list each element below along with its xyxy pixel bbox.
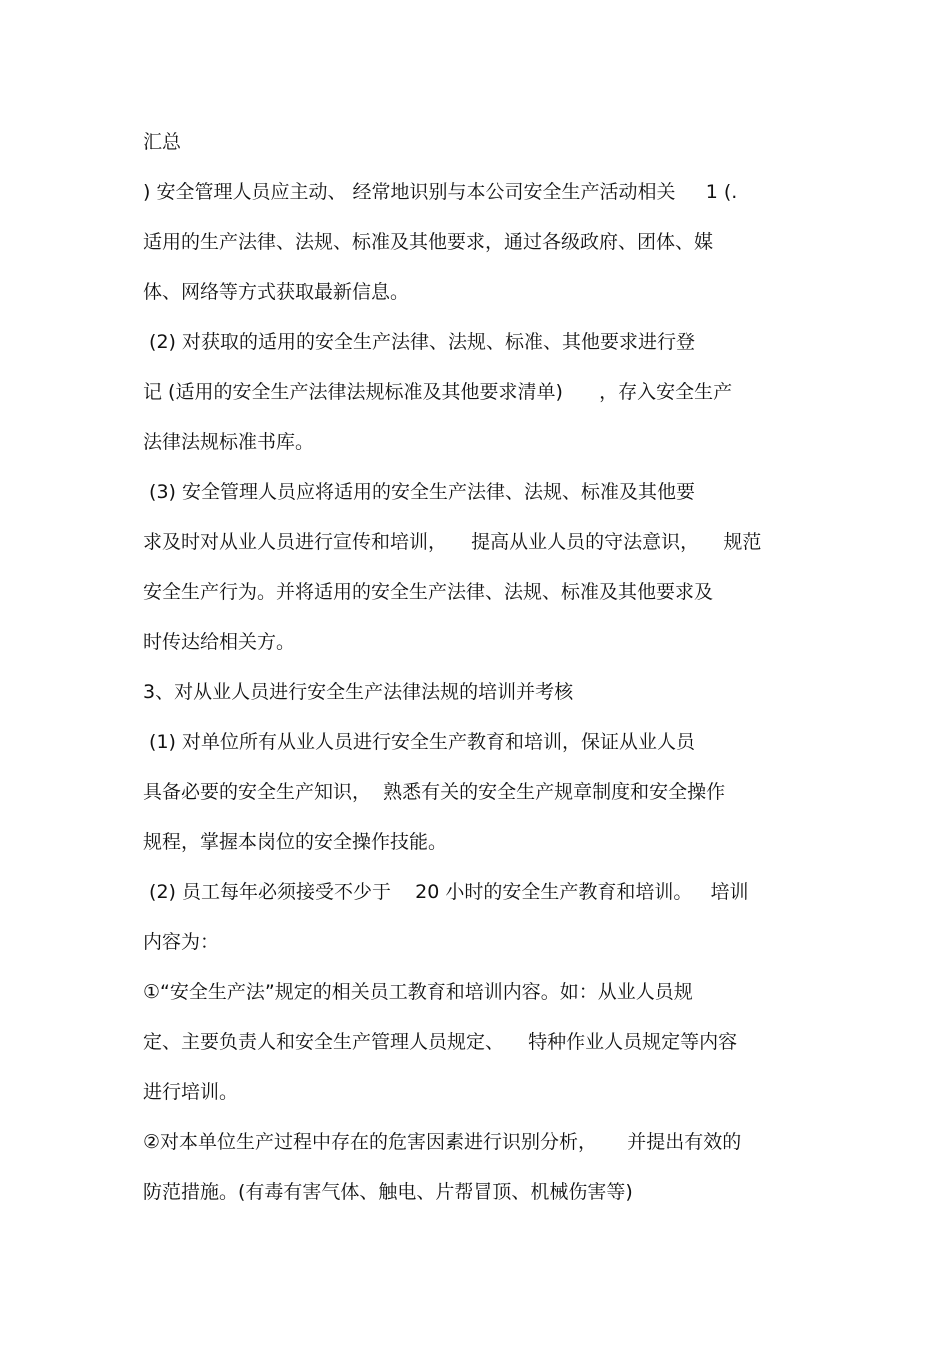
text-line-21: ②对本单位生产过程中存在的危害因素进行识别分析， 并提出有效的 — [143, 1131, 742, 1153]
text-line-4: 体、网络等方式获取最新信息。 — [143, 281, 410, 303]
text-line-18: ①“安全生产法”规定的相关员工教育和培训内容。如：从业人员规 — [143, 981, 693, 1003]
section-heading: 3、对从业人员进行安全生产法律法规的培训并考核 — [143, 681, 574, 703]
text-line-16: (2) 员工每年必须接受不少于 20 小时的安全生产教育和培训。 培训 — [143, 881, 749, 903]
text-line-3: 适用的生产法律、法规、标准及其他要求，通过各级政府、团体、媒 — [143, 231, 714, 253]
text-line-8: (3) 安全管理人员应将适用的安全生产法律、法规、标准及其他要 — [143, 481, 695, 503]
text-line-7: 法律法规标准书库。 — [143, 431, 315, 453]
text-line-19: 定、主要负责人和安全生产管理人员规定、 特种作业人员规定等内容 — [143, 1031, 738, 1053]
text-line-1: 汇总 — [143, 131, 182, 153]
text-line-14: 具备必要的安全生产知识， 熟悉有关的安全生产规章制度和安全操作 — [143, 781, 726, 803]
text-line-11: 时传达给相关方。 — [143, 631, 296, 653]
text-line-9: 求及时对从业人员进行宣传和培训， 提高从业人员的守法意识， 规范 — [143, 531, 762, 553]
text-line-15: 规程，掌握本岗位的安全操作技能。 — [143, 831, 448, 853]
text-line-2: ) 安全管理人员应主动、 经常地识别与本公司安全生产活动相关 1 (. — [143, 181, 738, 203]
text-line-6: 记 (适用的安全生产法律法规标准及其他要求清单) ，存入安全生产 — [143, 381, 733, 403]
text-line-20: 进行培训。 — [143, 1081, 239, 1103]
text-line-17: 内容为： — [143, 931, 220, 953]
text-line-22: 防范措施。(有毒有害气体、触电、片帮冒顶、机械伤害等) — [143, 1181, 633, 1203]
text-line-13: (1) 对单位所有从业人员进行安全生产教育和培训，保证从业人员 — [143, 731, 695, 753]
text-line-5: (2) 对获取的适用的安全生产法律、法规、标准、其他要求进行登 — [143, 331, 695, 353]
text-line-10: 安全生产行为。并将适用的安全生产法律、法规、标准及其他要求及 — [143, 581, 714, 603]
